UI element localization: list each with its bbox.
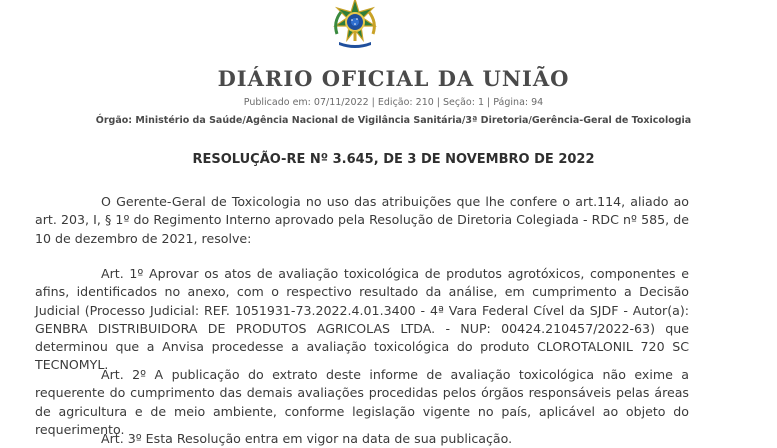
paragraph-text: Art. 1º Aprovar os atos de avaliação toxicológica de produtos agrotóxicos, componentes e afins, identificados no anexo, com o respectivo resultado da análise, em cumprimento a Decisão Judicial (Processo Judicial: REF. 1051931-73.2022.4.01.3400 - 4ª Vara Federal Cível da SJDF - Autor(a): GENBRA DISTRIBUIDORA DE PRODUTOS AGRICOLAS LTDA. - NUP: 00424.210457/2022-63) que determinou que a Anvisa procedesse a avaliação toxicológica do produto CLOROTALONIL 720 SC TECNOMYL. — [35, 266, 689, 373]
paragraph-text: O Gerente-Geral de Toxicologia no uso das atribuições que lhe confere o art.114, aliado ao art. 203, I, § 1º do Regimento Interno aprovado pela Resolução de Diretoria Colegiada - RDC nº 585, de 10 de dezembro de 2021, resolve: — [35, 194, 689, 246]
orgao-value: Ministério da Saúde/Agência Nacional de Vigilância Sanitária/3ª Diretoria/Gerência-Geral de Toxicologia — [135, 115, 692, 126]
resolution-heading: RESOLUÇÃO-RE Nº 3.645, DE 3 DE NOVEMBRO DE 2022 — [192, 152, 595, 167]
paragraph-4 — [35, 430, 689, 448]
paragraph-1 — [35, 193, 689, 248]
paragraph-3 — [35, 366, 689, 439]
publication-title: DIÁRIO OFICIAL DA UNIÃO — [217, 66, 570, 91]
orgao-label: Órgão: — [95, 115, 133, 126]
orgao-line — [0, 115, 777, 126]
publication-meta: Publicado em: 07/11/2022 | Edição: 210 | Seção: 1 | Página: 94 — [243, 97, 544, 108]
paragraph-2 — [35, 265, 689, 375]
paragraph-text: Art. 2º A publicação do extrato deste informe de avaliação toxicológica não exime a requerente do cumprimento das demais avaliações procedidas pelos órgãos responsáveis pelas áreas de agricultura e de meio ambiente, conforme legislação vigente no país, aplicável ao objeto do requerimento. — [35, 367, 689, 437]
brazil-coat-of-arms-icon — [329, 0, 381, 50]
paragraph-text: Art. 3º Esta Resolução entra em vigor na data de sua publicação. — [101, 431, 513, 446]
